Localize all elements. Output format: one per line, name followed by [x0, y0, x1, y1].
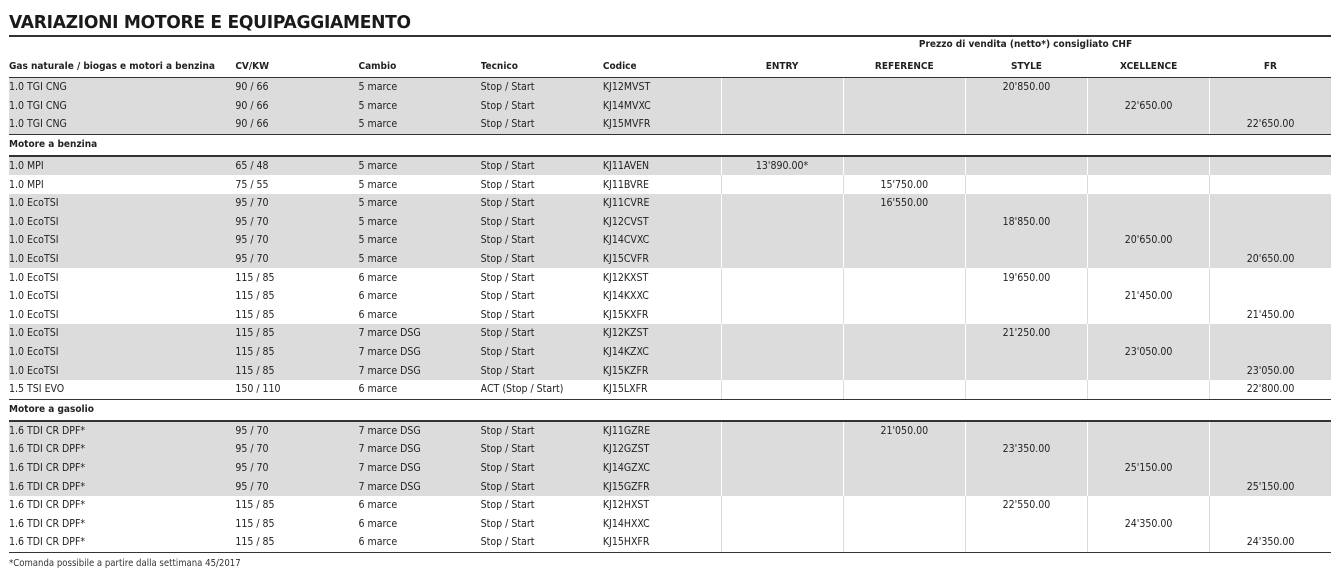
cell-tecnico: Stop / Start — [481, 175, 603, 194]
cell-price-xcellence — [1088, 194, 1210, 213]
cell-price-entry — [721, 97, 843, 116]
cell-price-fr — [1210, 194, 1331, 213]
cell-price-reference — [843, 514, 965, 533]
cell-engine: 1.6 TDI CR DPF* — [9, 533, 235, 552]
cell-cv-kw: 115 / 85 — [235, 514, 358, 533]
cell-price-xcellence — [1088, 156, 1210, 176]
section-title: Motore a gasolio — [9, 399, 1331, 421]
cell-engine: 1.6 TDI CR DPF* — [9, 496, 235, 515]
cell-engine: 1.6 TDI CR DPF* — [9, 459, 235, 478]
cell-tecnico: ACT (Stop / Start) — [481, 380, 603, 399]
cell-price-entry — [721, 324, 843, 343]
cell-price-xcellence — [1088, 324, 1210, 343]
cell-cv-kw: 95 / 70 — [235, 250, 358, 269]
cell-cv-kw: 90 / 66 — [235, 78, 358, 97]
cell-price-xcellence — [1088, 380, 1210, 399]
cell-price-reference — [843, 231, 965, 250]
cell-price-xcellence — [1088, 213, 1210, 232]
table-header-row — [9, 55, 1331, 78]
table-row — [9, 231, 1331, 250]
cell-engine: 1.6 TDI CR DPF* — [9, 421, 235, 441]
cell-codice: KJ11AVEN — [603, 156, 721, 176]
cell-cambio: 7 marce DSG — [359, 440, 481, 459]
cell-cambio: 7 marce DSG — [359, 477, 481, 496]
cell-price-entry — [721, 533, 843, 552]
cell-price-style — [965, 156, 1087, 176]
cell-price-fr — [1210, 287, 1331, 306]
cell-codice: KJ15MVFR — [603, 115, 721, 134]
cell-price-reference — [843, 268, 965, 287]
cell-engine: 1.6 TDI CR DPF* — [9, 440, 235, 459]
cell-tecnico: Stop / Start — [481, 156, 603, 176]
cell-cambio: 6 marce — [359, 533, 481, 552]
cell-price-fr — [1210, 268, 1331, 287]
cell-cambio: 5 marce — [359, 194, 481, 213]
cell-cambio: 6 marce — [359, 306, 481, 325]
cell-codice: KJ12GZST — [603, 440, 721, 459]
cell-price-entry — [721, 496, 843, 515]
cell-tecnico: Stop / Start — [481, 440, 603, 459]
table-row — [9, 380, 1331, 399]
cell-price-reference — [843, 459, 965, 478]
cell-price-style — [965, 250, 1087, 269]
cell-cambio: 7 marce DSG — [359, 343, 481, 362]
table-row — [9, 477, 1331, 496]
cell-cambio: 6 marce — [359, 268, 481, 287]
column-header-xcellence: XCELLENCE — [1088, 55, 1210, 78]
cell-price-style — [965, 97, 1087, 116]
cell-price-entry — [721, 477, 843, 496]
cell-cambio: 5 marce — [359, 250, 481, 269]
cell-cambio: 5 marce — [359, 175, 481, 194]
table-row — [9, 97, 1331, 116]
cell-price-reference — [843, 343, 965, 362]
cell-price-fr: 22'800.00 — [1210, 380, 1331, 399]
cell-price-fr — [1210, 514, 1331, 533]
cell-price-reference — [843, 440, 965, 459]
cell-price-reference: 16'550.00 — [843, 194, 965, 213]
column-header-codice: Codice — [603, 55, 721, 78]
cell-cv-kw: 115 / 85 — [235, 324, 358, 343]
cell-cambio: 5 marce — [359, 213, 481, 232]
cell-cambio: 5 marce — [359, 78, 481, 97]
cell-cambio: 6 marce — [359, 514, 481, 533]
cell-price-xcellence — [1088, 496, 1210, 515]
cell-engine: 1.0 MPI — [9, 156, 235, 176]
table-row — [9, 514, 1331, 533]
cell-cv-kw: 95 / 70 — [235, 421, 358, 441]
column-header-style: STYLE — [965, 55, 1087, 78]
table-row — [9, 421, 1331, 441]
cell-cambio: 6 marce — [359, 496, 481, 515]
cell-price-xcellence: 21'450.00 — [1088, 287, 1210, 306]
cell-codice: KJ15HXFR — [603, 533, 721, 552]
column-header-engine: Gas naturale / biogas e motori a benzina — [9, 55, 235, 78]
column-header-entry: ENTRY — [721, 55, 843, 78]
column-header-fr: FR — [1210, 55, 1331, 78]
cell-codice: KJ15KXFR — [603, 306, 721, 325]
cell-price-style — [965, 477, 1087, 496]
cell-price-reference — [843, 477, 965, 496]
cell-price-style — [965, 231, 1087, 250]
cell-engine: 1.0 EcoTSI — [9, 324, 235, 343]
cell-cv-kw: 115 / 85 — [235, 533, 358, 552]
cell-tecnico: Stop / Start — [481, 514, 603, 533]
cell-price-fr — [1210, 231, 1331, 250]
cell-engine: 1.6 TDI CR DPF* — [9, 477, 235, 496]
cell-price-style — [965, 421, 1087, 441]
cell-price-style — [965, 343, 1087, 362]
table-row — [9, 440, 1331, 459]
cell-price-fr — [1210, 324, 1331, 343]
cell-price-entry — [721, 213, 843, 232]
cell-price-xcellence — [1088, 306, 1210, 325]
cell-price-style — [965, 380, 1087, 399]
table-row — [9, 533, 1331, 552]
cell-engine: 1.0 EcoTSI — [9, 343, 235, 362]
cell-price-reference — [843, 496, 965, 515]
cell-price-xcellence: 20'650.00 — [1088, 231, 1210, 250]
cell-price-fr: 22'650.00 — [1210, 115, 1331, 134]
cell-tecnico: Stop / Start — [481, 324, 603, 343]
cell-engine: 1.0 EcoTSI — [9, 306, 235, 325]
cell-codice: KJ12KZST — [603, 324, 721, 343]
cell-price-entry — [721, 459, 843, 478]
cell-price-xcellence — [1088, 78, 1210, 97]
table-row — [9, 250, 1331, 269]
cell-price-style: 21'250.00 — [965, 324, 1087, 343]
cell-cambio: 5 marce — [359, 231, 481, 250]
cell-codice: KJ14CVXC — [603, 231, 721, 250]
cell-price-reference — [843, 213, 965, 232]
cell-tecnico: Stop / Start — [481, 268, 603, 287]
cell-price-fr — [1210, 421, 1331, 441]
cell-tecnico: Stop / Start — [481, 343, 603, 362]
column-header-cv-kw: CV/KW — [235, 55, 358, 78]
cell-price-fr: 24'350.00 — [1210, 533, 1331, 552]
cell-price-fr — [1210, 97, 1331, 116]
cell-cv-kw: 115 / 85 — [235, 268, 358, 287]
cell-codice: KJ14HXXC — [603, 514, 721, 533]
page-title: VARIAZIONI MOTORE E EQUIPAGGIAMENTO — [9, 12, 411, 33]
cell-price-entry — [721, 175, 843, 194]
cell-codice: KJ14KZXC — [603, 343, 721, 362]
cell-price-reference — [843, 361, 965, 380]
footnote: *Comanda possibile a partire dalla settimana 45/2017 — [9, 558, 241, 569]
cell-price-style — [965, 175, 1087, 194]
cell-tecnico: Stop / Start — [481, 231, 603, 250]
title-rule — [9, 35, 1331, 37]
cell-price-xcellence: 22'650.00 — [1088, 97, 1210, 116]
cell-price-style — [965, 361, 1087, 380]
cell-price-entry — [721, 380, 843, 399]
cell-price-reference — [843, 306, 965, 325]
price-table — [9, 55, 1331, 553]
cell-price-reference: 15'750.00 — [843, 175, 965, 194]
cell-price-entry — [721, 440, 843, 459]
section-title: Motore a benzina — [9, 134, 1331, 156]
cell-price-entry — [721, 306, 843, 325]
cell-cv-kw: 115 / 85 — [235, 287, 358, 306]
cell-tecnico: Stop / Start — [481, 213, 603, 232]
cell-codice: KJ11GZRE — [603, 421, 721, 441]
cell-codice: KJ14MVXC — [603, 97, 721, 116]
cell-cv-kw: 90 / 66 — [235, 115, 358, 134]
table-row — [9, 175, 1331, 194]
cell-price-fr: 21'450.00 — [1210, 306, 1331, 325]
cell-price-entry — [721, 287, 843, 306]
cell-cv-kw: 95 / 70 — [235, 231, 358, 250]
cell-engine: 1.6 TDI CR DPF* — [9, 514, 235, 533]
cell-engine: 1.5 TSI EVO — [9, 380, 235, 399]
cell-tecnico: Stop / Start — [481, 361, 603, 380]
cell-engine: 1.0 TGI CNG — [9, 115, 235, 134]
cell-cambio: 5 marce — [359, 115, 481, 134]
cell-cv-kw: 95 / 70 — [235, 459, 358, 478]
cell-codice: KJ15LXFR — [603, 380, 721, 399]
cell-price-xcellence — [1088, 533, 1210, 552]
cell-price-xcellence: 23'050.00 — [1088, 343, 1210, 362]
cell-cv-kw: 115 / 85 — [235, 343, 358, 362]
column-header-tecnico: Tecnico — [481, 55, 603, 78]
cell-engine: 1.0 EcoTSI — [9, 194, 235, 213]
cell-tecnico: Stop / Start — [481, 250, 603, 269]
cell-codice: KJ11BVRE — [603, 175, 721, 194]
cell-cambio: 5 marce — [359, 156, 481, 176]
cell-cambio: 7 marce DSG — [359, 421, 481, 441]
cell-engine: 1.0 EcoTSI — [9, 213, 235, 232]
table-row — [9, 306, 1331, 325]
cell-price-xcellence — [1088, 421, 1210, 441]
cell-price-entry — [721, 361, 843, 380]
cell-engine: 1.0 EcoTSI — [9, 361, 235, 380]
cell-cv-kw: 150 / 110 — [235, 380, 358, 399]
cell-price-reference — [843, 250, 965, 269]
cell-price-fr — [1210, 343, 1331, 362]
table-row — [9, 287, 1331, 306]
cell-price-fr — [1210, 213, 1331, 232]
cell-engine: 1.0 TGI CNG — [9, 97, 235, 116]
cell-price-style — [965, 115, 1087, 134]
cell-price-reference — [843, 324, 965, 343]
cell-tecnico: Stop / Start — [481, 477, 603, 496]
cell-price-entry: 13'890.00* — [721, 156, 843, 176]
cell-price-xcellence — [1088, 175, 1210, 194]
table-row — [9, 156, 1331, 176]
cell-codice: KJ12KXST — [603, 268, 721, 287]
cell-tecnico: Stop / Start — [481, 194, 603, 213]
cell-cambio: 6 marce — [359, 380, 481, 399]
table-row — [9, 361, 1331, 380]
cell-price-entry — [721, 78, 843, 97]
cell-engine: 1.0 TGI CNG — [9, 78, 235, 97]
table-row — [9, 324, 1331, 343]
cell-price-style — [965, 194, 1087, 213]
section-header-row — [9, 399, 1331, 421]
cell-price-style — [965, 459, 1087, 478]
cell-engine: 1.0 MPI — [9, 175, 235, 194]
cell-engine: 1.0 EcoTSI — [9, 287, 235, 306]
cell-price-style: 22'550.00 — [965, 496, 1087, 515]
cell-price-style: 23'350.00 — [965, 440, 1087, 459]
cell-tecnico: Stop / Start — [481, 421, 603, 441]
cell-price-entry — [721, 115, 843, 134]
cell-price-style: 19'650.00 — [965, 268, 1087, 287]
cell-codice: KJ15CVFR — [603, 250, 721, 269]
cell-price-reference — [843, 97, 965, 116]
cell-tecnico: Stop / Start — [481, 287, 603, 306]
cell-price-reference — [843, 533, 965, 552]
cell-price-xcellence: 25'150.00 — [1088, 459, 1210, 478]
cell-cv-kw: 75 / 55 — [235, 175, 358, 194]
cell-price-xcellence — [1088, 361, 1210, 380]
cell-cv-kw: 95 / 70 — [235, 213, 358, 232]
cell-cv-kw: 115 / 85 — [235, 361, 358, 380]
cell-price-reference — [843, 156, 965, 176]
cell-price-fr — [1210, 78, 1331, 97]
cell-price-entry — [721, 514, 843, 533]
cell-cv-kw: 95 / 70 — [235, 194, 358, 213]
cell-price-style: 20'850.00 — [965, 78, 1087, 97]
cell-codice: KJ12HXST — [603, 496, 721, 515]
table-row — [9, 78, 1331, 97]
cell-price-style — [965, 514, 1087, 533]
column-header-cambio: Cambio — [359, 55, 481, 78]
cell-price-xcellence — [1088, 250, 1210, 269]
cell-price-style — [965, 533, 1087, 552]
cell-price-xcellence: 24'350.00 — [1088, 514, 1210, 533]
price-group-header: Prezzo di vendita (netto*) consigliato CHF — [918, 39, 1133, 50]
cell-price-entry — [721, 421, 843, 441]
cell-price-reference — [843, 115, 965, 134]
cell-price-fr: 20'650.00 — [1210, 250, 1331, 269]
cell-price-entry — [721, 250, 843, 269]
cell-cv-kw: 115 / 85 — [235, 306, 358, 325]
cell-price-xcellence — [1088, 440, 1210, 459]
cell-price-reference: 21'050.00 — [843, 421, 965, 441]
cell-price-xcellence — [1088, 268, 1210, 287]
cell-tecnico: Stop / Start — [481, 78, 603, 97]
cell-engine: 1.0 EcoTSI — [9, 231, 235, 250]
cell-price-entry — [721, 231, 843, 250]
cell-cambio: 7 marce DSG — [359, 459, 481, 478]
cell-codice: KJ11CVRE — [603, 194, 721, 213]
cell-engine: 1.0 EcoTSI — [9, 268, 235, 287]
cell-price-fr — [1210, 459, 1331, 478]
cell-cv-kw: 95 / 70 — [235, 440, 358, 459]
cell-codice: KJ15GZFR — [603, 477, 721, 496]
cell-price-fr — [1210, 156, 1331, 176]
cell-cv-kw: 90 / 66 — [235, 97, 358, 116]
cell-price-fr — [1210, 440, 1331, 459]
cell-codice: KJ12MVST — [603, 78, 721, 97]
table-row — [9, 194, 1331, 213]
cell-cambio: 7 marce DSG — [359, 324, 481, 343]
cell-price-style — [965, 287, 1087, 306]
cell-cambio: 5 marce — [359, 97, 481, 116]
column-header-reference: REFERENCE — [843, 55, 965, 78]
cell-price-fr — [1210, 175, 1331, 194]
cell-tecnico: Stop / Start — [481, 533, 603, 552]
cell-codice: KJ15KZFR — [603, 361, 721, 380]
cell-price-reference — [843, 78, 965, 97]
table-row — [9, 213, 1331, 232]
cell-codice: KJ12CVST — [603, 213, 721, 232]
cell-price-entry — [721, 343, 843, 362]
cell-price-xcellence — [1088, 477, 1210, 496]
cell-price-xcellence — [1088, 115, 1210, 134]
cell-engine: 1.0 EcoTSI — [9, 250, 235, 269]
cell-price-style: 18'850.00 — [965, 213, 1087, 232]
cell-price-reference — [843, 287, 965, 306]
cell-price-reference — [843, 380, 965, 399]
cell-cambio: 6 marce — [359, 287, 481, 306]
cell-price-entry — [721, 268, 843, 287]
table-row — [9, 496, 1331, 515]
cell-cambio: 7 marce DSG — [359, 361, 481, 380]
cell-price-fr: 23'050.00 — [1210, 361, 1331, 380]
cell-cv-kw: 65 / 48 — [235, 156, 358, 176]
cell-price-fr: 25'150.00 — [1210, 477, 1331, 496]
cell-tecnico: Stop / Start — [481, 496, 603, 515]
cell-codice: KJ14KXXC — [603, 287, 721, 306]
table-body — [9, 78, 1331, 553]
section-header-row — [9, 134, 1331, 156]
cell-tecnico: Stop / Start — [481, 306, 603, 325]
cell-price-style — [965, 306, 1087, 325]
cell-tecnico: Stop / Start — [481, 115, 603, 134]
cell-cv-kw: 95 / 70 — [235, 477, 358, 496]
cell-cv-kw: 115 / 85 — [235, 496, 358, 515]
cell-tecnico: Stop / Start — [481, 459, 603, 478]
cell-codice: KJ14GZXC — [603, 459, 721, 478]
table-row — [9, 115, 1331, 134]
table-row — [9, 343, 1331, 362]
cell-tecnico: Stop / Start — [481, 97, 603, 116]
cell-price-fr — [1210, 496, 1331, 515]
cell-price-entry — [721, 194, 843, 213]
table-row — [9, 459, 1331, 478]
table-row — [9, 268, 1331, 287]
